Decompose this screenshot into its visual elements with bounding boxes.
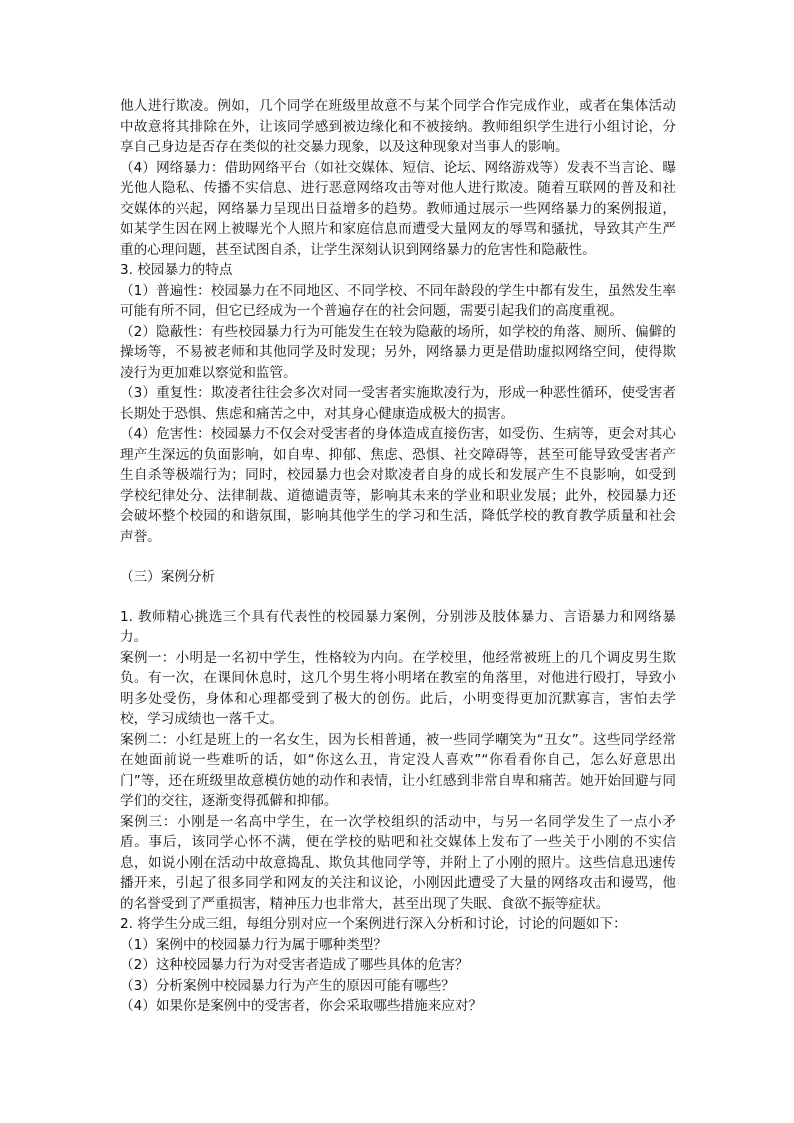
question-item-2: （2）这种校园暴力行为对受害者造成了哪些具体的危害？ [120,957,469,973]
paragraph-case-intro: 1. 教师精心挑选三个具有代表性的校园暴力案例，分别涉及肢体暴力、言语暴力和网络暴力。 [120,608,676,645]
paragraph-case-one: 案例一：小明是一名初中学生，性格较为内向。在学校里，他经常被班上的几个调皮男生欺负。有一次，在课间休息时，这几个男生将小明堵在教室的角落里，对他进行殴打，导致小明多处受伤，身体和心理都受到了极大的创伤。此后，小明变得更加沉默寡言，害怕去学校，学习成绩也一落千丈。 [120,649,676,727]
paragraph-case-two: 案例二：小红是班上的一名女生，因为长相普通，被一些同学嘲笑为“丑女”。这些同学经常在她面前说一些难听的话，如“你这么丑，肯定没人喜欢”“你看看你自己，怎么好意思出门”等，还在班级里故意模仿她的动作和表情，让小红感到非常自卑和痛苦。她开始回避与同学们的交往，逐渐变得孤僻和抑郁。 [120,731,676,809]
paragraph-harmfulness: （4）危害性：校园暴力不仅会对受害者的身体造成直接伤害，如受伤、生病等，更会对其心理产生深远的负面影响，如自卑、抑郁、焦虑、恐惧、社交障碍等，甚至可能导致受害者产生自杀等极端行为；同时，校园暴力也会对欺凌者自身的成长和发展产生不良影响，如受到学校纪律处分、法律制裁、道德谴责等，影响其未来的学业和职业发展；此外，校园暴力还会破坏整个校园的和谐氛围，影响其他学生的学习和生活，降低学校的教育教学质量和社会声誉。 [120,426,676,545]
paragraph-social-bullying-cont: 他人进行欺凌。例如，几个同学在班级里故意不与某个同学合作完成作业，或者在集体活动中故意将其排除在外，让该同学感到被边缘化和不被接纳。教师组织学生进行小组讨论，分享自己身边是否存在类似的社交暴力现象，以及这种现象对当事人的影响。 [120,98,676,155]
spacer [120,547,676,567]
section-heading-case-analysis: （三）案例分析 [120,569,216,585]
spacer [120,588,676,607]
paragraph-cyber-bullying: （4）网络暴力：借助网络平台（如社交媒体、短信、论坛、网络游戏等）发表不当言论、曝光他人隐私、传播不实信息、进行恶意网络攻击等对他人进行欺凌。随着互联网的普及和社交媒体的兴起，网络暴力呈现出日益增多的趋势。教师通过展示一些网络暴力的案例报道，如某学生因在网上被曝光个人照片和家庭信息而遭受大量网友的辱骂和骚扰，导致其产生严重的心理问题，甚至试图自杀，让学生深刻认识到网络暴力的危害性和隐蔽性。 [120,159,676,258]
paragraph-concealment: （2）隐蔽性：有些校园暴力行为可能发生在较为隐蔽的场所，如学校的角落、厕所、偏僻的操场等，不易被老师和其他同学及时发现；另外，网络暴力更是借助虚拟网络空间，使得欺凌行为更加难以察觉和监管。 [120,323,676,381]
question-item-4: （4）如果你是案例中的受害者，你会采取哪些措施来应对？ [120,998,483,1014]
question-item-3: （3）分析案例中校园暴力行为产生的原因可能有哪些？ [120,977,455,994]
paragraph-universality: （1）普遍性：校园暴力在不同地区、不同学校、不同年龄段的学生中都有发生，虽然发生率可能有所不同，但它已经成为一个普遍存在的社会问题，需要引起我们的高度重视。 [120,282,676,319]
document-body [120,96,676,1017]
paragraph-case-three: 案例三：小刚是一名高中学生，在一次学校组织的活动中，与另一名同学发生了一点小矛盾。事后，该同学心怀不满，便在学校的贴吧和社交媒体上发布了一些关于小刚的不实信息，如说小刚在活动中故意捣乱、欺负其他同学等，并附上了小刚的照片。这些信息迅速传播开来，引起了很多同学和网友的关注和议论，小刚因此遭受了大量的网络攻击和谩骂，他的名誉受到了严重损害，精神压力也非常大，甚至出现了失眠、食欲不振等症状。 [120,813,676,912]
paragraph-group-discussion: 2. 将学生分成三组，每组分别对应一个案例进行深入分析和讨论，讨论的问题如下： [120,916,627,932]
question-item-1: （1）案例中的校园暴力行为属于哪种类型？ [120,936,387,953]
section-heading-characteristics: 3. 校园暴力的特点 [120,262,233,278]
paragraph-repetitiveness: （3）重复性：欺凌者往往会多次对同一受害者实施欺凌行为，形成一种恶性循环，使受害者长期处于恐惧、焦虑和痛苦之中，对其身心健康造成极大的损害。 [120,385,676,422]
